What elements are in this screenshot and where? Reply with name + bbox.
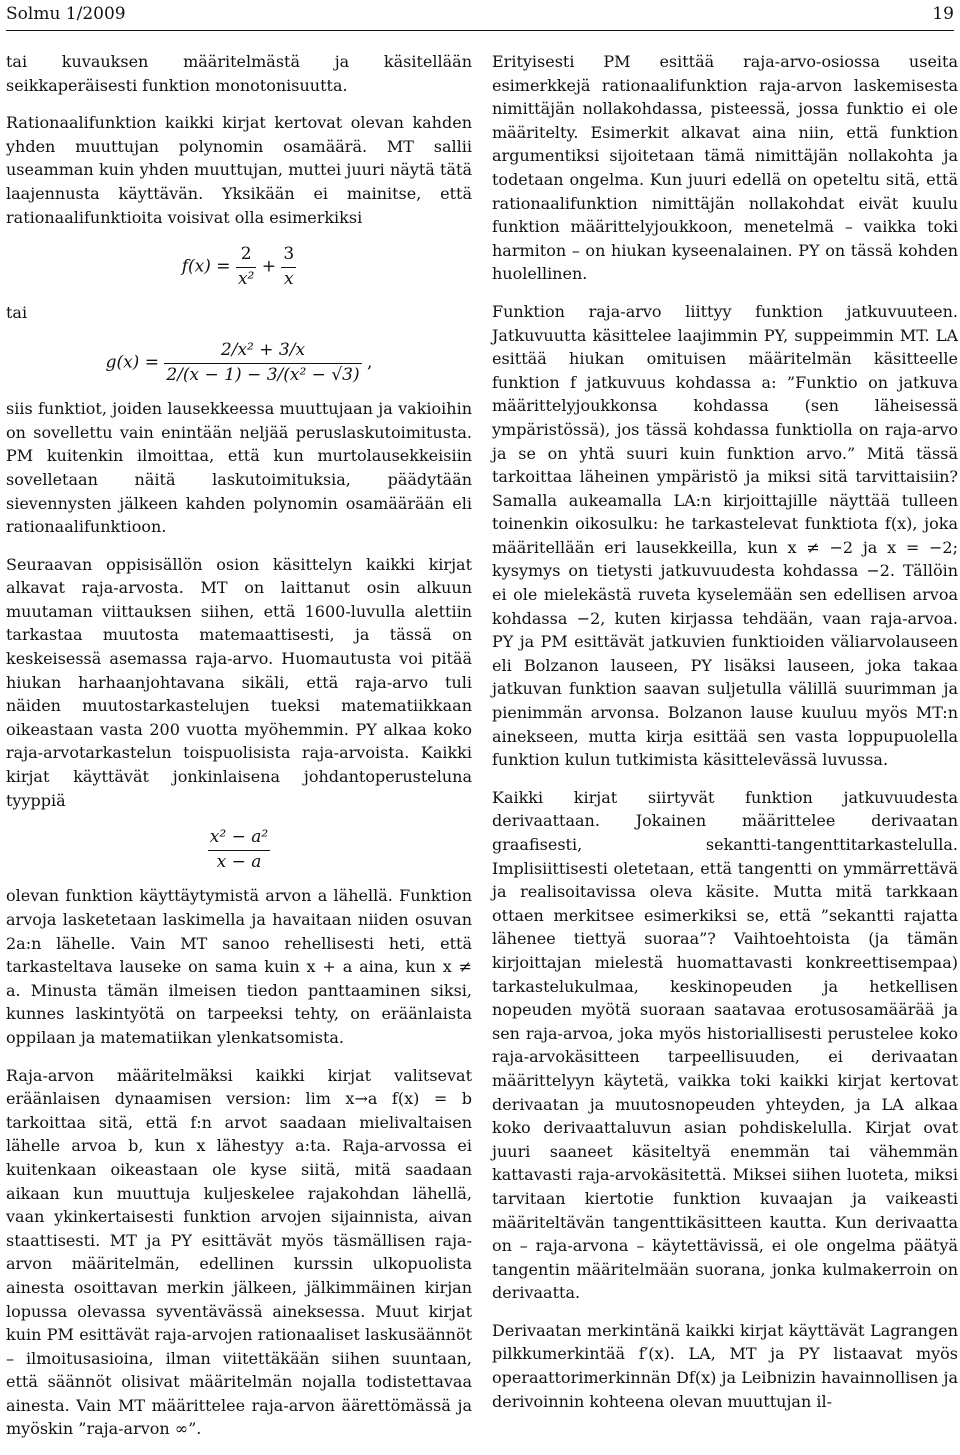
paragraph: Rationaalifunktion kaikki kirjat kertovat olevan kahden yhden muuttujan polynomin osamäärä. MT sallii useamman kuin yhden muuttujan, muttei juuri näytä tätä laajennusta käyttävän. Yksikään ei mainitse, että rationaalifunktioita voisivat olla esimerkiksi bbox=[6, 113, 472, 227]
fraction bbox=[208, 826, 270, 874]
denominator: 2/(x − 1) − 3/(x² − √3) bbox=[166, 364, 360, 385]
page-header bbox=[0, 0, 960, 38]
right-column bbox=[492, 50, 958, 1427]
equation-limit-example bbox=[6, 826, 472, 874]
numerator: 2/x² + 3/x bbox=[164, 339, 361, 364]
paragraph: tai kuvauksen määritelmästä ja käsitellään seikkaperäisesti funktion monotonisuutta. bbox=[6, 52, 472, 95]
plus-sign: + bbox=[261, 256, 277, 277]
numerator: 2 bbox=[236, 243, 256, 268]
equation-lhs: g(x) = bbox=[105, 352, 159, 373]
connector-word: tai bbox=[6, 303, 28, 323]
paragraph: Raja-arvon määritelmäksi kaikki kirjat valitsevat eräänlaisen dynaamisen version: lim x→a f(x) = b tarkoittaa sitä, että f:n arvot saadaan mielivaltaisen lähelle arvoa b, kun x lähestyy a:ta. Raja-arvossa ei kuitenkaan oikeastaan ole kyse siitä, mitä saadaan aikaan kun muuttuja kuljeskelee rajakohdan lähellä, vaan ykinkertaisesti funktion arvojen sijainnista, aivan staattisesti. MT ja PY esittävät myös täsmällisen raja-arvon määritelmän, edellinen kurssin ulkopuolista ainesta osoittavan merkin jälkeen, jälkimmäinen kirjan lopussa olevassa syventävässä aineksessa. Muut kirjat kuin PM esittävät raja-arvojen rationaaliset laskusäännöt – ilmoitusasioina, ilman viitettäkään siihen suuntaan, että säännöt olisivat määritelmän nojalla todistettavaa ainesta. Vain MT määrittelee raja-arvon äärettömässä ja myöskin ”raja-arvon ∞”. bbox=[6, 1065, 472, 1439]
denominator: x² bbox=[237, 268, 255, 289]
journal-issue: Solmu 1/2009 bbox=[6, 4, 126, 24]
paragraph: olevan funktion käyttäytymistä arvon a lähellä. Funktion arvoja lasketetaan laskimella ja havaitaan niiden osuvan 2a:n lähelle. Vain MT sanoo rehellisesti heti, että tarkasteltava lauseke on sama kuin x + a aina, kun x ≠ a. Minusta tämän ilmeisen tiedon panttaaminen siksi, kunnes laskintyötä on tarpeeksi tehty, on eräänlaista oppilaan ja matematiikan ylenkatsomista. bbox=[6, 886, 472, 1047]
paragraph: Erityisesti PM esittää raja-arvo-osiossa useita esimerkkejä rationaalifunktion raja-arvon laskemisesta nimittäjän nollakohdassa, pisteessä, jossa funktio ei ole määritelty. Esimerkit alkavat aina niin, että funktion argumentiksi sijoitetaan tämä nimittäjän nollakohta ja todetaan ongelma. Kun juuri edellä on opeteltu sitä, että rationaalifunktion nimittäjän nollakohdat eivät kuulu funktion määrittelyjoukkoon, menetelmä – vaikka toki harmiton – on hiukan kyseenalainen. PY on tässä kohden huolellinen. bbox=[492, 52, 958, 284]
fraction bbox=[281, 243, 296, 291]
comma: , bbox=[367, 352, 373, 373]
paragraph: Seuraavan oppisisällön osion käsittelyn kaikki kirjat alkavat raja-arvosta. MT on laittanut osin alkuun muutaman viittauksen siihen, että 1600-luvulla alettiin tarkastaa muutosta matemaattisesti, ja tässä on keskeisessä asemassa raja-arvo. Huomautusta voi pitää hiukan harhaanjohtavana sikäli, että raja-arvo tuli näiden muutostarkastelujen tueksi matematiikkaan oikeastaan vasta 200 vuotta myöhemmin. PY alkaa koko raja-arvotarkastelun toispuolisista raja-arvoista. Kaikki kirjat käyttävät jonkinlaisena johdantoperusteluna tyyppiä bbox=[6, 554, 472, 810]
denominator: x bbox=[284, 268, 294, 289]
equation-g bbox=[6, 339, 472, 387]
left-column bbox=[6, 50, 472, 1455]
denominator: x − a bbox=[216, 851, 262, 872]
numerator: x² − a² bbox=[208, 826, 270, 851]
equation-f bbox=[6, 243, 472, 291]
numerator: 3 bbox=[281, 243, 296, 268]
paragraph: Funktion raja-arvo liittyy funktion jatkuvuuteen. Jatkuvuutta käsittelee laajimmin PY, suppeimmin MT. LA esittää hiukan omituisen määritelmän käsitteelle funktion f jatkuvuus kohdassa a: ”Funktio on jatkuva määrittelyjoukkonsa kohdassa (sen läheisessä ympäristössä), jos tässä kohdassa funktiolla on raja-arvo ja se on yhtä suuri kuin funktion arvo.” Mitä tässä tarkoittaa läheinen ympäristö ja miksi sitä tarvittaisiin? Samalla aukeamalla LA:n kirjoittajille näyttää tulleen toinenkin oikosulku: he tarkastelevat funktiota f(x), joka määritellään eri lausekkeilla, kun x ≠ −2 ja x = −2; kysymys on tietysti jatkuvuudesta kohdassa −2. Tällöin ei ole mielekästä ruveta kyselemään sen edellisen arvoa kohdassa −2, kuten kirjassa tehdään, vaan raja-arvoa. PY ja PM esittävät jatkuvien funktioiden väliarvolauseen eli Bolzanon lauseen, PY lisäksi lauseen, joka takaa jatkuvan funktion saavan suljetulla välillä suurimman ja pienimmän arvonsa. Bolzanon lause kuuluu myös MT:n ainekseen, mutta kirja esittää sen vasta loppupuolella funktion kulun tutkimista käsittelevässä luvussa. bbox=[492, 301, 958, 770]
compound-fraction bbox=[164, 339, 361, 387]
fraction bbox=[236, 243, 256, 291]
paragraph: Kaikki kirjat siirtyvät funktion jatkuvuudesta derivaattaan. Jokainen määrittelee derivaatan graafisesti, sekantti-tangenttitarkastelulla. Implisiittisesti oletetaan, että tangentti on ymmärrettävä ja realisoitavissa oleva käsite. Mutta mitä tarkkaan ottaen merkitsee esimerkiksi se, että ”sekantti rajatta lähenee tiettyä suoraa”? Vaihtoehtoista (ja tämän kirjoittajan mielestä huomattavasti konkreettisempaa) tarkastelukulmaa, keskinopeuden ja hetkellisen nopeuden myötä suoraan saatavaa erotusosamäärää ja sen raja-arvoa, joka myös historiallisesti perustelee koko raja-arvokäsitteen tarpeellisuuden, ei derivaatan määrittelyyn käytetä, vaikka toki kaikki kirjat kertovat derivaatan ja muutosnopeuden yhteyden, ja LA alkaa koko derivaattaluvun asian pohdiskelulla. Kirjat ovat juuri saaneet käsiteltyä enemmän tai vähemmän kattavasti raja-arvokäsitettä. Miksei siihen luoteta, miksi tarvitaan kiertotie funktion kuvaajan ja vaikeasti määriteltävän tangenttikäsitteen kautta. Kun derivaatta on – raja-arvona – käytettävissä, ei ole ongelma päätyä tangentin määritelmään suorana, jonka kulmakerroin on derivaatta. bbox=[492, 787, 958, 1303]
header-rule bbox=[6, 30, 954, 31]
page-number: 19 bbox=[932, 4, 954, 24]
paragraph: Derivaatan merkintänä kaikki kirjat käyttävät Lagrangen pilkkumerkintää f′(x). LA, MT ja PY listaavat myös operaattorimerkinnän Df(x) ja Leibnizin havainnollisen ja derivoinnin kohteena olevan muuttujan il- bbox=[492, 1320, 958, 1411]
equation-lhs: f(x) = bbox=[181, 256, 231, 277]
paragraph: siis funktiot, joiden lausekkeessa muuttujaan ja vakioihin on sovellettu vain enintään neljää peruslaskutoimitusta. PM kuitenkin ilmoittaa, että kun murtolausekkeisiin sovelletaan näitä laskutoimituksia, päädytään sievennysten jälkeen kahden polynomin osamäärään eli rationaalifunktioon. bbox=[6, 399, 472, 537]
